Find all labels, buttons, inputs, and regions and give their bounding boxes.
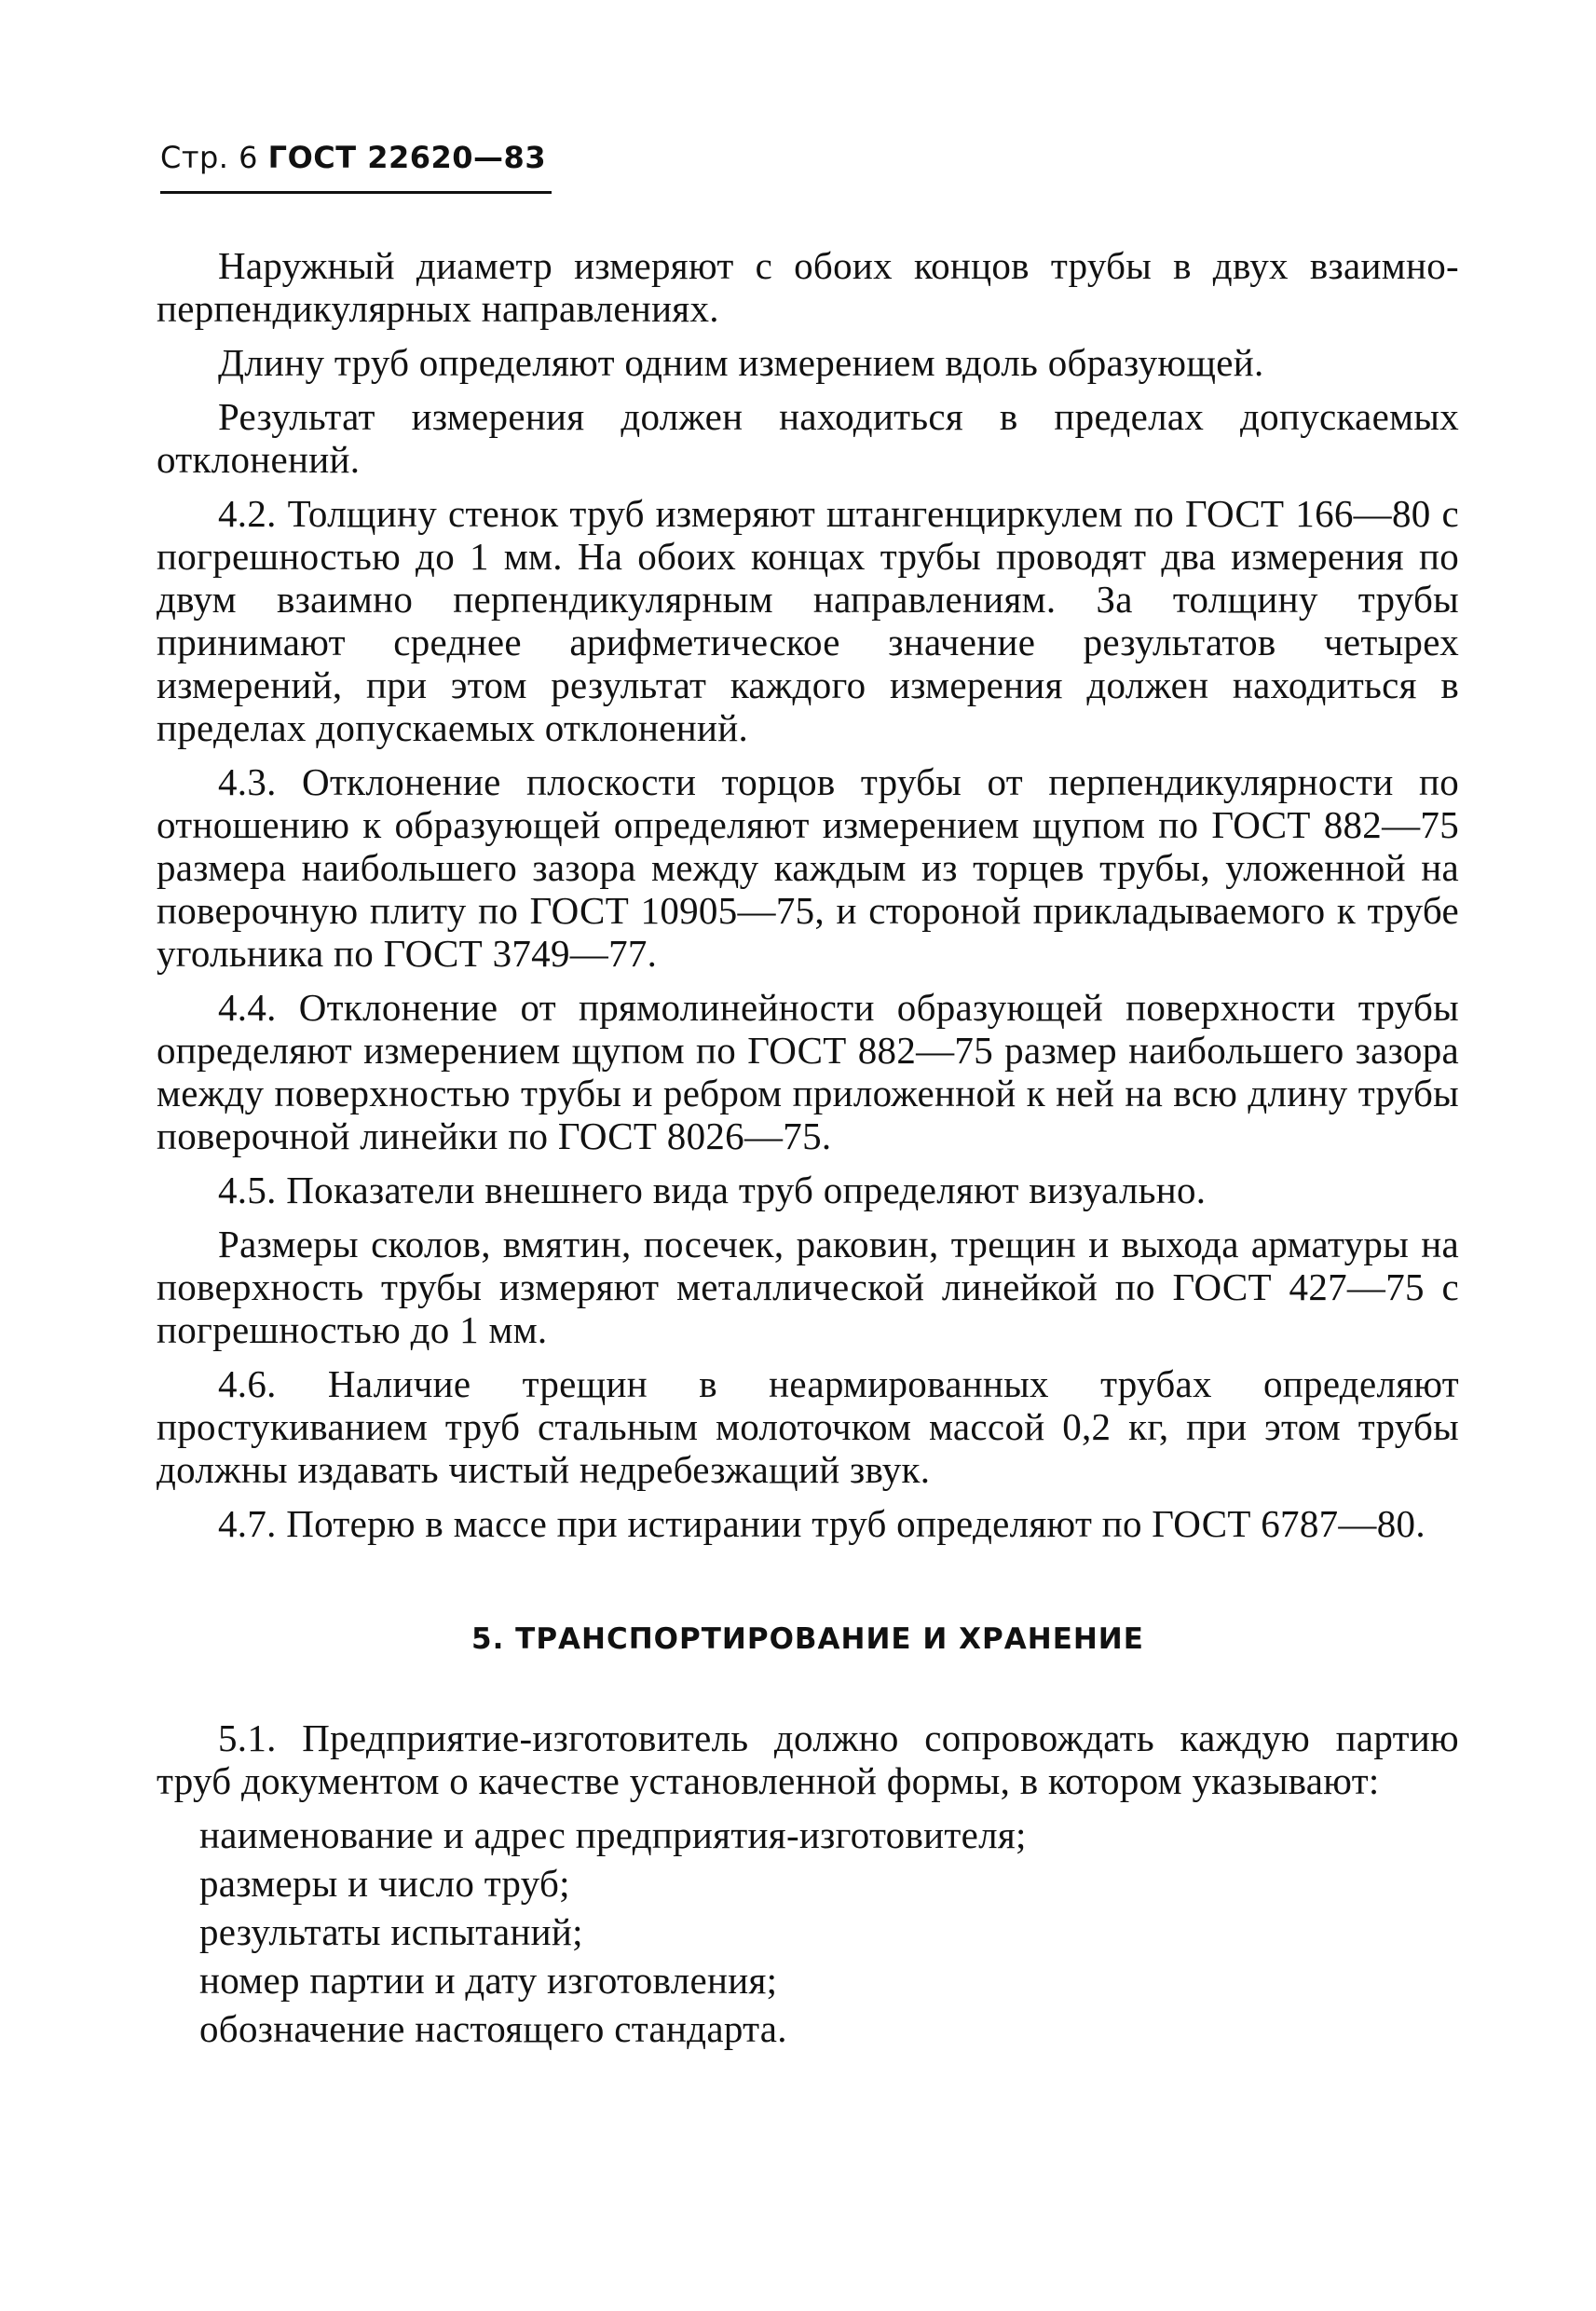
page-number: Стр. 6 [160,140,258,175]
header-divider [160,191,552,194]
paragraph-length: Длину труб определяют одним измерением вдоль образующей. [218,341,1264,384]
list-item: наименование и адрес предприятия-изготовителя; [199,1813,1027,1856]
paragraph-4-3: 4.3. Отклонение плоскости торцов трубы от перпендикулярности по отношению к образующей определяют измерением щупом по ГОСТ 882—75 размера наибольшего зазора между каждым из торцев трубы, уложенной на поверочную плиту по ГОСТ 10905—75, и стороной прикладываемого к трубе угольника по ГОСТ 3749—77. [157,760,1459,975]
document-contents-list [157,1813,1459,2050]
document-id: ГОСТ 22620—83 [267,140,547,175]
page-header [160,140,546,175]
paragraph-4-5: 4.5. Показатели внешнего вида труб определяют визуально. [218,1169,1207,1211]
list-item: результаты испытаний; [199,1910,583,1953]
list-item: номер партии и дату изготовления; [199,1959,778,2002]
list-item: обозначение настоящего стандарта. [199,2007,787,2050]
paragraph-4-5-sizes: Размеры сколов, вмятин, посечек, раковин, трещин и выхода арматуры на поверхность трубы измеряют металлической линейкой по ГОСТ 427—75 с погрешностью до 1 мм. [157,1223,1459,1351]
paragraph-result: Результат измерения должен находиться в пределах допускаемых отклонений. [157,395,1459,481]
paragraph-outer-diameter: Наружный диаметр измеряют с обоих концов трубы в двух взаимно-перпендикулярных направлениях. [157,244,1459,330]
paragraph-4-4: 4.4. Отклонение от прямолинейности образующей поверхности трубы определяют измерением щупом по ГОСТ 882—75 размер наибольшего зазора между поверхностью трубы и ребром приложенной к ней на всю длину трубы поверочной линейки по ГОСТ 8026—75. [157,986,1459,1157]
paragraph-4-2: 4.2. Толщину стенок труб измеряют штангенциркулем по ГОСТ 166—80 с погрешностью до 1 мм. На обоих концах трубы проводят два измерения по двум взаимно перпендикулярным направлениям. За толщину трубы принимают среднее арифметическое значение результатов четырех измерений, при этом результат каждого измерения должен находиться в пределах допускаемых отклонений. [157,492,1459,749]
paragraph-5-1: 5.1. Предприятие-изготовитель должно сопровождать каждую партию труб документом о качестве установленной формы, в котором указывают: [157,1716,1459,1802]
section-title-transport-storage: 5. ТРАНСПОРТИРОВАНИЕ И ХРАНЕНИЕ [471,1622,1144,1656]
paragraph-4-6: 4.6. Наличие трещин в неармированных трубах определяют простукиванием труб стальным молоточком массой 0,2 кг, при этом трубы должны издавать чистый недребезжащий звук. [157,1362,1459,1491]
document-body [157,244,1459,2056]
list-item: размеры и число труб; [199,1862,570,1905]
paragraph-4-7: 4.7. Потерю в массе при истирании труб определяют по ГОСТ 6787—80. [218,1502,1425,1545]
